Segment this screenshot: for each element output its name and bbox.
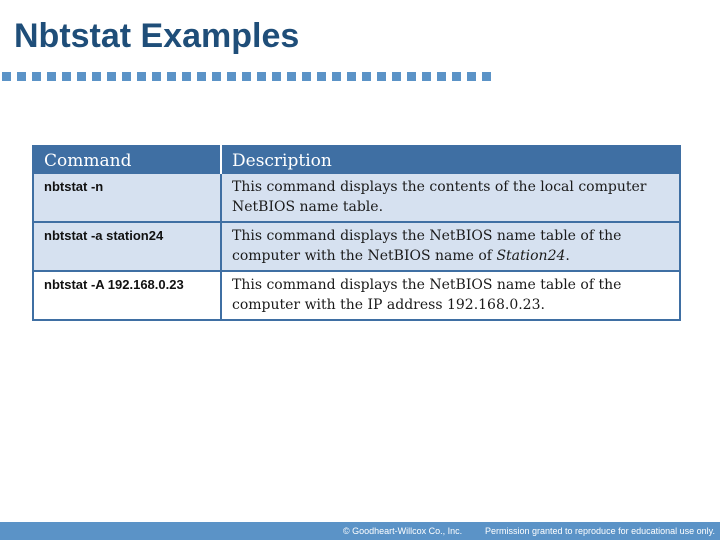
- column-header-command: Command: [33, 146, 221, 174]
- footer-bar: [0, 522, 720, 540]
- table-row: [33, 174, 680, 222]
- description-punctuation: .: [565, 248, 570, 264]
- title-dash-rule: [2, 72, 491, 81]
- description-line: [232, 246, 673, 266]
- table-header-row: [33, 146, 680, 174]
- description-line: This command displays the NetBIOS name table of the: [232, 228, 622, 244]
- table-row: [33, 271, 680, 320]
- computer-name-emphasis: Station24: [496, 248, 566, 264]
- description-line: NetBIOS name table.: [232, 199, 384, 215]
- command-cell: nbtstat -n: [33, 174, 221, 222]
- nbtstat-examples-table: [32, 145, 681, 321]
- slide-title: Nbtstat Examples: [14, 17, 300, 55]
- description-cell: [221, 174, 680, 222]
- description-cell: [221, 222, 680, 271]
- table-row: [33, 222, 680, 271]
- footer-copyright: © Goodheart-Willcox Co., Inc.: [343, 526, 463, 536]
- footer-permission-notice: Permission granted to reproduce for educational use only.: [485, 526, 715, 536]
- command-cell: nbtstat -A 192.168.0.23: [33, 271, 221, 320]
- column-header-description: Description: [221, 146, 680, 174]
- command-cell: nbtstat -a station24: [33, 222, 221, 271]
- description-line: This command displays the NetBIOS name table of the: [232, 277, 622, 293]
- description-line: This command displays the contents of the local computer: [232, 179, 647, 195]
- description-text: computer with the NetBIOS name of: [232, 248, 497, 264]
- description-line: computer with the IP address 192.168.0.23.: [232, 297, 545, 313]
- description-cell: [221, 271, 680, 320]
